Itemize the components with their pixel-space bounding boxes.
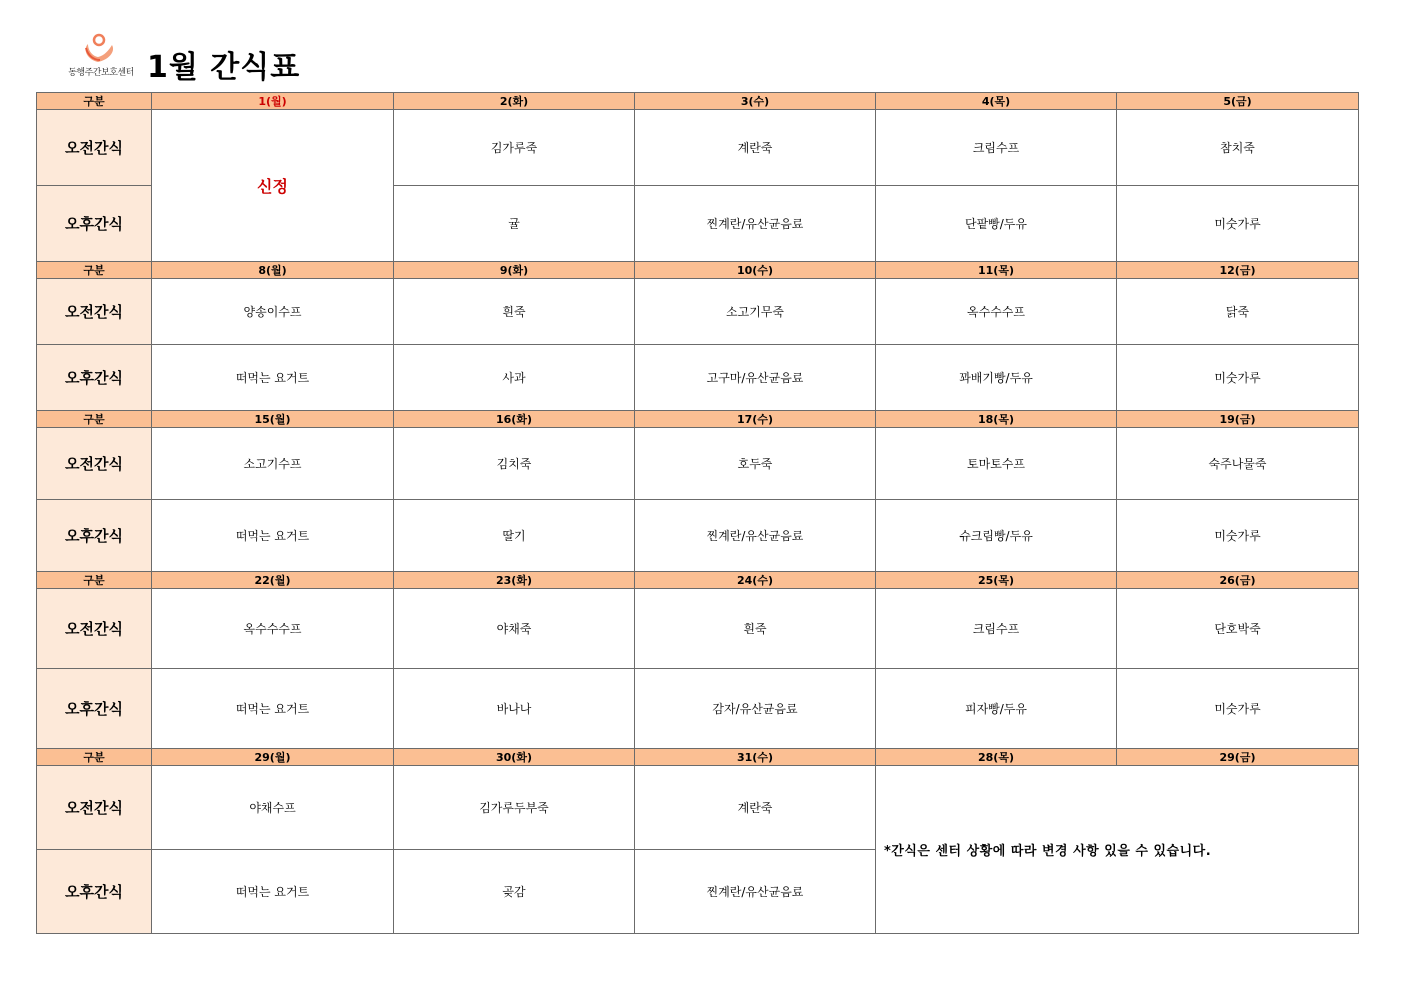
center-logo bbox=[60, 32, 142, 82]
snack-cell: 호두죽 bbox=[635, 428, 876, 500]
snack-cell: 슈크림빵/두유 bbox=[876, 500, 1117, 572]
heart-logo-icon bbox=[82, 32, 118, 64]
schedule-note: *간식은 센터 상황에 따라 변경 사항 있을 수 있습니다. bbox=[876, 766, 1359, 934]
pm-label: 오후간식 bbox=[37, 500, 152, 572]
snack-cell: 야채죽 bbox=[394, 589, 635, 669]
snack-cell: 토마토수프 bbox=[876, 428, 1117, 500]
snack-cell: 찐계란/유산균음료 bbox=[635, 850, 876, 934]
pm-label: 오후간식 bbox=[37, 345, 152, 411]
page-title: 1월 간식표 bbox=[147, 50, 301, 85]
snack-cell: 곶감 bbox=[394, 850, 635, 934]
snack-cell: 계란죽 bbox=[635, 766, 876, 850]
snack-cell: 떠먹는 요거트 bbox=[152, 345, 394, 411]
day-header: 10(수) bbox=[635, 262, 876, 279]
snack-cell: 숙주나물죽 bbox=[1117, 428, 1359, 500]
day-header: 4(목) bbox=[876, 93, 1117, 110]
snack-cell: 크림수프 bbox=[876, 110, 1117, 186]
snack-cell: 옥수수수프 bbox=[876, 279, 1117, 345]
am-row bbox=[37, 428, 1359, 500]
snack-cell: 단팥빵/두유 bbox=[876, 186, 1117, 262]
snack-cell: 소고기무죽 bbox=[635, 279, 876, 345]
day-header: 12(금) bbox=[1117, 262, 1359, 279]
snack-cell: 흰죽 bbox=[635, 589, 876, 669]
corner-label: 구분 bbox=[37, 411, 152, 428]
snack-cell: 미숫가루 bbox=[1117, 186, 1359, 262]
corner-label: 구분 bbox=[37, 749, 152, 766]
corner-label: 구분 bbox=[37, 262, 152, 279]
pm-row bbox=[37, 345, 1359, 411]
day-header: 22(월) bbox=[152, 572, 394, 589]
day-header: 28(목) bbox=[876, 749, 1117, 766]
pm-row bbox=[37, 500, 1359, 572]
am-label: 오전간식 bbox=[37, 110, 152, 186]
day-header: 5(금) bbox=[1117, 93, 1359, 110]
week-header-row bbox=[37, 93, 1359, 110]
snack-cell: 바나나 bbox=[394, 669, 635, 749]
day-header: 15(월) bbox=[152, 411, 394, 428]
week-header-row bbox=[37, 262, 1359, 279]
snack-cell: 미숫가루 bbox=[1117, 669, 1359, 749]
corner-label: 구분 bbox=[37, 572, 152, 589]
week-header-row bbox=[37, 749, 1359, 766]
day-header: 19(금) bbox=[1117, 411, 1359, 428]
am-row bbox=[37, 589, 1359, 669]
snack-cell: 크림수프 bbox=[876, 589, 1117, 669]
pm-row bbox=[37, 669, 1359, 749]
snack-cell: 김가루두부죽 bbox=[394, 766, 635, 850]
day-header: 2(화) bbox=[394, 93, 635, 110]
snack-cell: 흰죽 bbox=[394, 279, 635, 345]
am-row bbox=[37, 110, 1359, 186]
snack-cell: 닭죽 bbox=[1117, 279, 1359, 345]
snack-cell: 귤 bbox=[394, 186, 635, 262]
corner-label: 구분 bbox=[37, 93, 152, 110]
pm-label: 오후간식 bbox=[37, 850, 152, 934]
snack-cell: 야채수프 bbox=[152, 766, 394, 850]
snack-cell: 양송이수프 bbox=[152, 279, 394, 345]
day-header: 16(화) bbox=[394, 411, 635, 428]
snack-cell: 미숫가루 bbox=[1117, 345, 1359, 411]
snack-cell: 떠먹는 요거트 bbox=[152, 500, 394, 572]
day-header: 26(금) bbox=[1117, 572, 1359, 589]
day-header: 17(수) bbox=[635, 411, 876, 428]
pm-label: 오후간식 bbox=[37, 186, 152, 262]
day-header: 23(화) bbox=[394, 572, 635, 589]
am-label: 오전간식 bbox=[37, 589, 152, 669]
am-row bbox=[37, 279, 1359, 345]
snack-cell: 찐계란/유산균음료 bbox=[635, 186, 876, 262]
snack-cell: 찐계란/유산균음료 bbox=[635, 500, 876, 572]
snack-cell: 떠먹는 요거트 bbox=[152, 850, 394, 934]
day-header: 9(화) bbox=[394, 262, 635, 279]
snack-cell: 옥수수수프 bbox=[152, 589, 394, 669]
holiday-cell: 신정 bbox=[152, 110, 394, 262]
day-header: 29(금) bbox=[1117, 749, 1359, 766]
snack-cell: 소고기수프 bbox=[152, 428, 394, 500]
day-header: 30(화) bbox=[394, 749, 635, 766]
snack-cell: 고구마/유산균음료 bbox=[635, 345, 876, 411]
snack-cell: 김가루죽 bbox=[394, 110, 635, 186]
day-header: 1(월) bbox=[152, 93, 394, 110]
snack-cell: 참치죽 bbox=[1117, 110, 1359, 186]
week-header-row bbox=[37, 572, 1359, 589]
am-label: 오전간식 bbox=[37, 766, 152, 850]
snack-cell: 단호박죽 bbox=[1117, 589, 1359, 669]
am-row bbox=[37, 766, 1359, 850]
day-header: 18(목) bbox=[876, 411, 1117, 428]
snack-cell: 김치죽 bbox=[394, 428, 635, 500]
center-name: 동행주간보호센터 bbox=[68, 68, 134, 78]
snack-cell: 피자빵/두유 bbox=[876, 669, 1117, 749]
snack-schedule-table bbox=[36, 92, 1359, 934]
snack-cell: 미숫가루 bbox=[1117, 500, 1359, 572]
am-label: 오전간식 bbox=[37, 279, 152, 345]
pm-label: 오후간식 bbox=[37, 669, 152, 749]
snack-cell: 계란죽 bbox=[635, 110, 876, 186]
day-header: 29(월) bbox=[152, 749, 394, 766]
day-header: 3(수) bbox=[635, 93, 876, 110]
snack-cell: 딸기 bbox=[394, 500, 635, 572]
day-header: 24(수) bbox=[635, 572, 876, 589]
day-header: 25(목) bbox=[876, 572, 1117, 589]
am-label: 오전간식 bbox=[37, 428, 152, 500]
week-header-row bbox=[37, 411, 1359, 428]
snack-cell: 꽈배기빵/두유 bbox=[876, 345, 1117, 411]
snack-cell: 감자/유산균음료 bbox=[635, 669, 876, 749]
day-header: 11(목) bbox=[876, 262, 1117, 279]
day-header: 31(수) bbox=[635, 749, 876, 766]
day-header: 8(월) bbox=[152, 262, 394, 279]
snack-cell: 사과 bbox=[394, 345, 635, 411]
snack-cell: 떠먹는 요거트 bbox=[152, 669, 394, 749]
